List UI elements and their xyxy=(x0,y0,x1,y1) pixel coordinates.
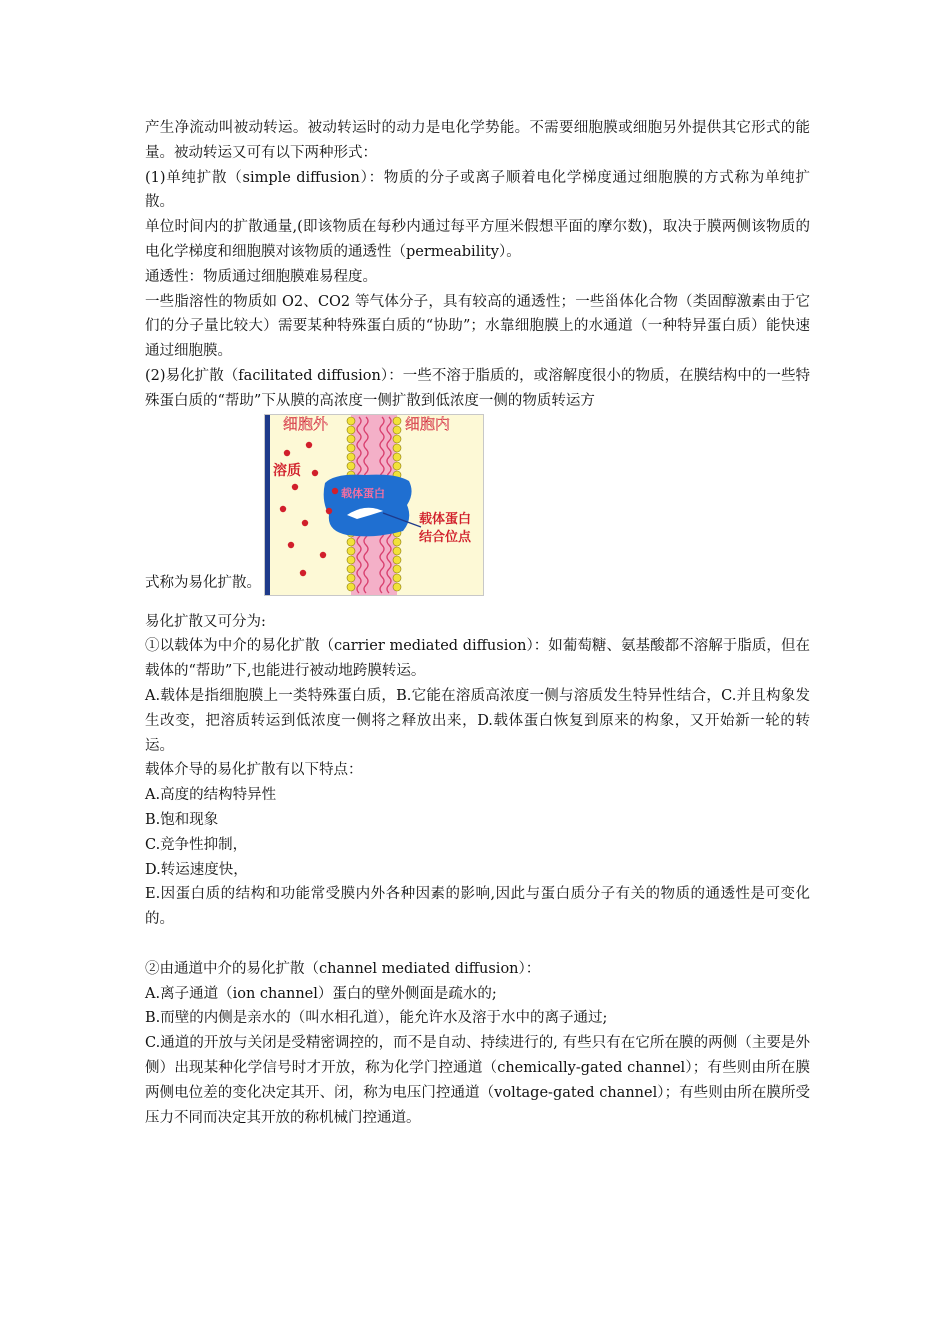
paragraph: 一些脂溶性的物质如 O2、CO2 等气体分子，具有较高的通透性；一些甾体化合物（类固醇激素由于它们的分子量比较大）需要某种特殊蛋白质的“协助”；水靠细胞膜上的水通道（一种特异蛋白质）能快速通过细胞膜。 xyxy=(145,293,810,360)
paragraph: 通透性：物质通过细胞膜难易程度。 xyxy=(145,268,377,285)
facilitated-diffusion-figure xyxy=(264,414,484,596)
list-item: C.竞争性抑制， xyxy=(145,836,248,853)
paragraph: ①以载体为中介的易化扩散（carrier mediated diffusion）：如葡萄糖、氨基酸都不溶解于脂质，但在载体的“帮助”下,也能进行被动地跨膜转运。 xyxy=(145,638,810,680)
document-body xyxy=(145,116,810,1130)
paragraph: ②由通道中介的易化扩散（channel mediated diffusion）： xyxy=(145,960,541,977)
carrier-protein xyxy=(324,474,412,536)
label-carrier: 载体蛋白 xyxy=(341,486,385,500)
list-item: D.转运速度快， xyxy=(145,861,248,878)
list-item: E.因蛋白质的结构和功能常受膜内外各种因素的影响,因此与蛋白质分子有关的物质的通透性是可变化的。 xyxy=(145,886,810,928)
list-item: A.离子通道（ion channel）蛋白的壁外侧面是疏水的; xyxy=(145,985,497,1002)
paragraph: 产生净流动叫被动转运。被动转运时的动力是电化学势能。不需要细胞膜或细胞另外提供其它形式的能量。被动转运又可有以下两种形式： xyxy=(145,120,810,161)
paragraph: (2)易化扩散（facilitated diffusion）：一些不溶于脂质的，或溶解度很小的物质，在膜结构中的一些特殊蛋白质的“帮助”下从膜的高浓度一侧扩散到低浓度一侧的物质转运方 xyxy=(145,367,810,409)
label-binding-1: 载体蛋白 xyxy=(419,511,472,527)
paragraph: 载体介导的易化扩散有以下特点： xyxy=(145,762,363,779)
list-item: C.通道的开放与关闭是受精密调控的，而不是自动、持续进行的, 有些只有在它所在膜的两侧（主要是外侧）出现某种化学信号时才开放，称为化学门控通道（chemically-gated channel）；有些则由所在膜两侧电位差的变化决定其开、闭，称为电压门控通道（voltage-gated channel）；有些则由所在膜所受压力不同而决定其开放的称机械门控通道。 xyxy=(145,1035,810,1126)
figure-inline-text: 式称为易化扩散。 xyxy=(145,574,261,591)
paragraph: A.载体是指细胞膜上一类特殊蛋白质，B.它能在溶质高浓度一侧与溶质发生特异性结合，C.并且构象发生改变，把溶质转运到低浓度一侧将之释放出来，D.载体蛋白恢复到原来的构象，又开始新一轮的转运。 xyxy=(145,687,810,754)
list-item: B.饱和现象 xyxy=(145,811,219,828)
paragraph: 易化扩散又可分为: xyxy=(145,613,266,630)
label-inside: 细胞内 xyxy=(405,414,451,433)
label-binding-2: 结合位点 xyxy=(419,529,472,545)
boundary-line xyxy=(265,415,270,595)
list-item: A.高度的结构特异性 xyxy=(145,787,277,804)
paragraph: 单位时间内的扩散通量,(即该物质在每秒内通过每平方厘米假想平面的摩尔数)，取决于膜两侧该物质的电化学梯度和细胞膜对该物质的通透性（permeability）。 xyxy=(145,219,810,260)
list-item: B.而壁的内侧是亲水的（叫水相孔道），能允许水及溶于水中的离子通过; xyxy=(145,1010,608,1027)
label-solute: 溶质 xyxy=(273,462,301,479)
label-outside: 细胞外 xyxy=(283,414,329,433)
figure-row xyxy=(145,414,810,596)
paragraph: (1)单纯扩散（simple diffusion）：物质的分子或离子顺着电化学梯度通过细胞膜的方式称为单纯扩散。 xyxy=(145,169,810,211)
